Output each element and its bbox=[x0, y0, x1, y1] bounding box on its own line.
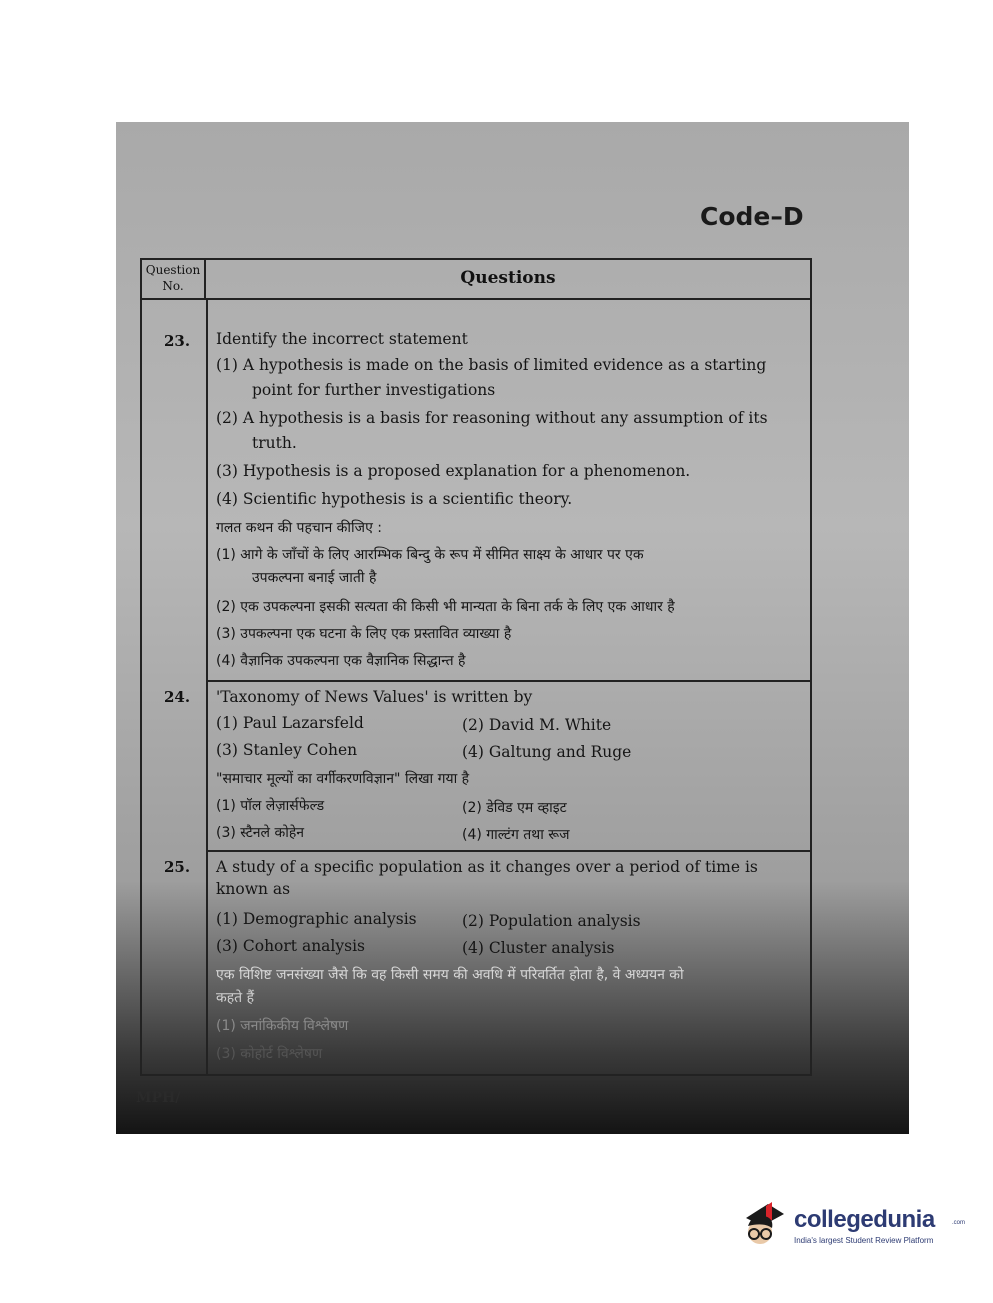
q24-hindi-option-1: (1) पॉल लेज़ार्सफेल्ड bbox=[216, 798, 325, 814]
q25-number: 25. bbox=[164, 858, 191, 876]
q23-q24-separator bbox=[206, 680, 810, 682]
q23-hindi-option-3: (3) उपकल्पना एक घटना के लिए एक प्रस्तावित व्याख्या है bbox=[216, 626, 512, 642]
q25-stem: A study of a specific population as it changes over a period of time is bbox=[216, 858, 758, 876]
header-question-no: Question No. bbox=[142, 260, 206, 298]
q25-hindi-option-3: (3) कोहोर्ट विश्लेषण bbox=[216, 1046, 323, 1062]
q24-hindi-option-4: (4) गाल्टंग तथा रूज bbox=[462, 827, 570, 843]
questions-table bbox=[140, 258, 812, 1076]
scanned-page-photo bbox=[116, 122, 909, 1134]
collegedunia-logo bbox=[738, 1196, 966, 1256]
footer-paper-code: MPH/ bbox=[136, 1090, 181, 1106]
mascot-icon bbox=[738, 1196, 790, 1256]
q24-q25-separator bbox=[206, 850, 810, 852]
q23-number: 23. bbox=[164, 332, 191, 350]
q25-hindi-stem: एक विशिष्ट जनसंख्या जैसे कि वह किसी समय की अवधि में परिवर्तित होता है, वे अध्ययन को bbox=[216, 967, 684, 983]
q24-option-2: (2) David M. White bbox=[462, 716, 612, 734]
q23-option-3: (3) Hypothesis is a proposed explanation for a phenomenon. bbox=[216, 462, 691, 480]
q25-option-2: (2) Population analysis bbox=[462, 912, 641, 930]
table-header bbox=[142, 260, 810, 300]
q23-hindi-option-4: (4) वैज्ञानिक उपकल्पना एक वैज्ञानिक सिद्धान्त है bbox=[216, 653, 466, 669]
q25-option-4: (4) Cluster analysis bbox=[462, 939, 615, 957]
logo-domain-suffix: .com bbox=[952, 1220, 966, 1226]
q24-number: 24. bbox=[164, 688, 191, 706]
q25-stem-cont: known as bbox=[216, 880, 291, 898]
q23-hindi-option-1-cont: उपकल्पना बनाई जाती है bbox=[252, 570, 377, 586]
q24-hindi-option-2: (2) डेविड एम व्हाइट bbox=[462, 800, 567, 816]
q24-option-3: (3) Stanley Cohen bbox=[216, 741, 358, 759]
q24-stem: 'Taxonomy of News Values' is written by bbox=[216, 688, 533, 706]
q24-option-4: (4) Galtung and Ruge bbox=[462, 743, 632, 761]
q23-hindi-option-2: (2) एक उपकल्पना इसकी सत्यता की किसी भी मान्यता के बिना तर्क के लिए एक आधार है bbox=[216, 599, 675, 615]
column-divider bbox=[206, 298, 208, 1074]
q23-option-4: (4) Scientific hypothesis is a scientific theory. bbox=[216, 490, 573, 508]
q23-option-1-cont: point for further investigations bbox=[252, 381, 496, 399]
q24-hindi-stem: "समाचार मूल्यों का वर्गीकरणविज्ञान" लिखा गया है bbox=[216, 771, 470, 787]
logo-name: collegedunia bbox=[794, 1206, 935, 1233]
header-questions: Questions bbox=[460, 268, 556, 288]
q24-option-1: (1) Paul Lazarsfeld bbox=[216, 714, 364, 732]
q25-option-3: (3) Cohort analysis bbox=[216, 937, 365, 955]
q23-option-2: (2) A hypothesis is a basis for reasoning without any assumption of its bbox=[216, 409, 768, 427]
q23-stem: Identify the incorrect statement bbox=[216, 330, 468, 348]
q24-hindi-option-3: (3) स्टैनले कोहेन bbox=[216, 825, 305, 841]
q23-option-1: (1) A hypothesis is made on the basis of limited evidence as a starting bbox=[216, 356, 767, 374]
q25-hindi-option-1: (1) जनांकिकीय विश्लेषण bbox=[216, 1018, 349, 1034]
logo-tagline: India's largest Student Review Platform bbox=[794, 1236, 934, 1245]
q23-option-2-cont: truth. bbox=[252, 434, 297, 452]
q23-hindi-stem: गलत कथन की पहचान कीजिए : bbox=[216, 520, 382, 536]
paper-code: Code–D bbox=[700, 202, 804, 231]
q25-option-1: (1) Demographic analysis bbox=[216, 910, 417, 928]
q23-hindi-option-1: (1) आगे के जाँचों के लिए आरम्भिक बिन्दु के रूप में सीमित साक्ष्य के आधार पर एक bbox=[216, 547, 644, 563]
q25-hindi-stem-cont: कहते हैं bbox=[216, 990, 255, 1006]
